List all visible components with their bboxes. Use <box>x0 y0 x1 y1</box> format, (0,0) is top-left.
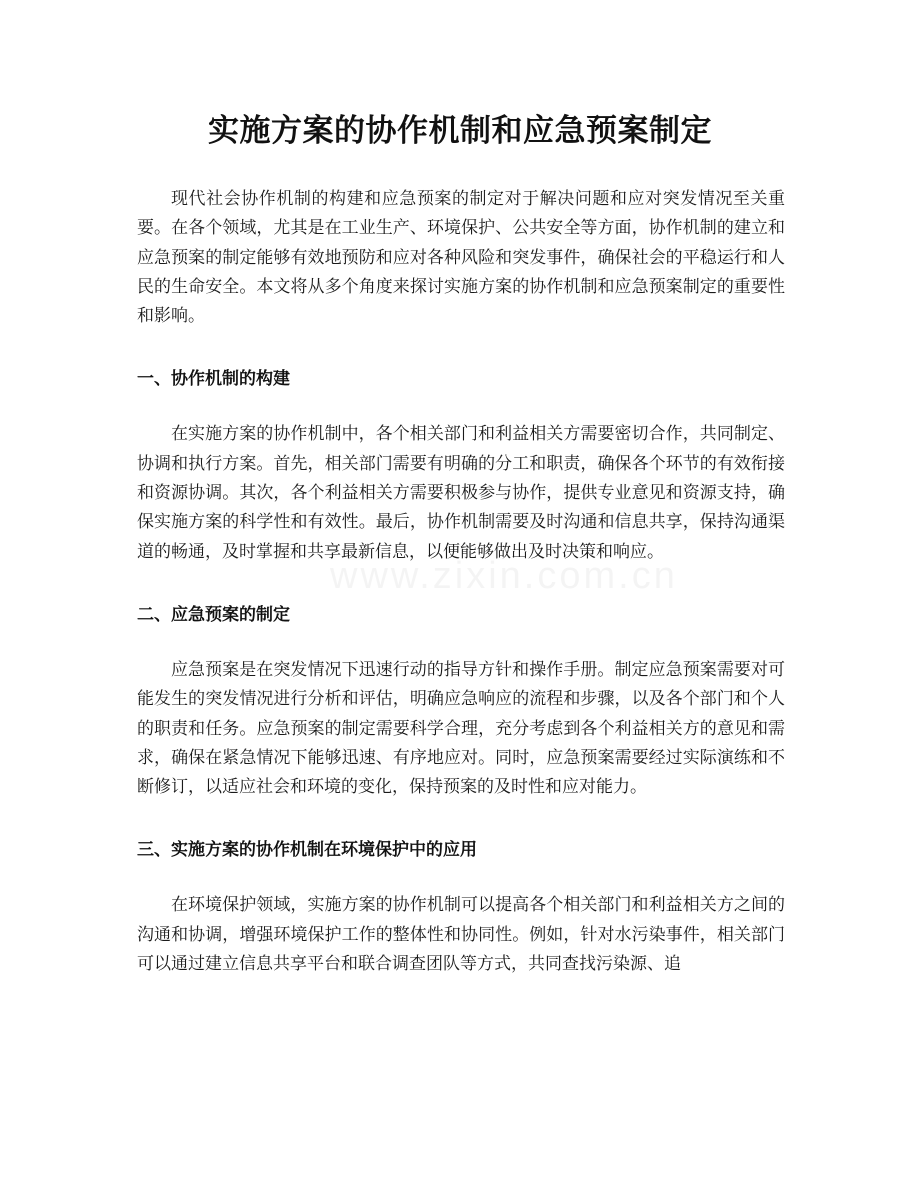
section-heading-2: 二、应急预案的制定 <box>137 604 290 625</box>
document-title: 实施方案的协作机制和应急预案制定 <box>208 113 712 149</box>
section-heading-3: 三、实施方案的协作机制在环境保护中的应用 <box>137 840 477 861</box>
section-paragraph-1: 在实施方案的协作机制中，各个相关部门和利益相关方需要密切合作，共同制定、协调和执行方案。首先，相关部门需要有明确的分工和职责，确保各个环节的有效衔接和资源协调。其次，各个利益相关方需要积极参与协作，提供专业意见和资源支持，确保实施方案的科学性和有效性。最后，协作机制需要及时沟通和信息共享，保持沟通渠道的畅通，及时掌握和共享最新信息，以便能够做出及时决策和响应。 <box>137 424 785 562</box>
document-body <box>137 185 785 979</box>
intro-paragraph: 现代社会协作机制的构建和应急预案的制定对于解决问题和应对突发情况至关重要。在各个领域，尤其是在工业生产、环境保护、公共安全等方面，协作机制的建立和应急预案的制定能够有效地预防和应对各种风险和突发事件，确保社会的平稳运行和人民的生命安全。本文将从多个角度来探讨实施方案的协作机制和应急预案制定的重要性和影响。 <box>137 189 785 327</box>
section-paragraph-3: 在环境保护领域，实施方案的协作机制可以提高各个相关部门和利益相关方之间的沟通和协调，增强环境保护工作的整体性和协同性。例如，针对水污染事件，相关部门可以通过建立信息共享平台和联合调查团队等方式，共同查找污染源、追 <box>137 895 785 975</box>
section-heading-1: 一、协作机制的构建 <box>137 369 290 390</box>
section-paragraph-2: 应急预案是在突发情况下迅速行动的指导方针和操作手册。制定应急预案需要对可能发生的突发情况进行分析和评估，明确应急响应的流程和步骤，以及各个部门和个人的职责和任务。应急预案的制定需要科学合理，充分考虑到各个利益相关方的意见和需求，确保在紧急情况下能够迅速、有序地应对。同时，应急预案需要经过实际演练和不断修订，以适应社会和环境的变化，保持预案的及时性和应对能力。 <box>137 659 785 798</box>
